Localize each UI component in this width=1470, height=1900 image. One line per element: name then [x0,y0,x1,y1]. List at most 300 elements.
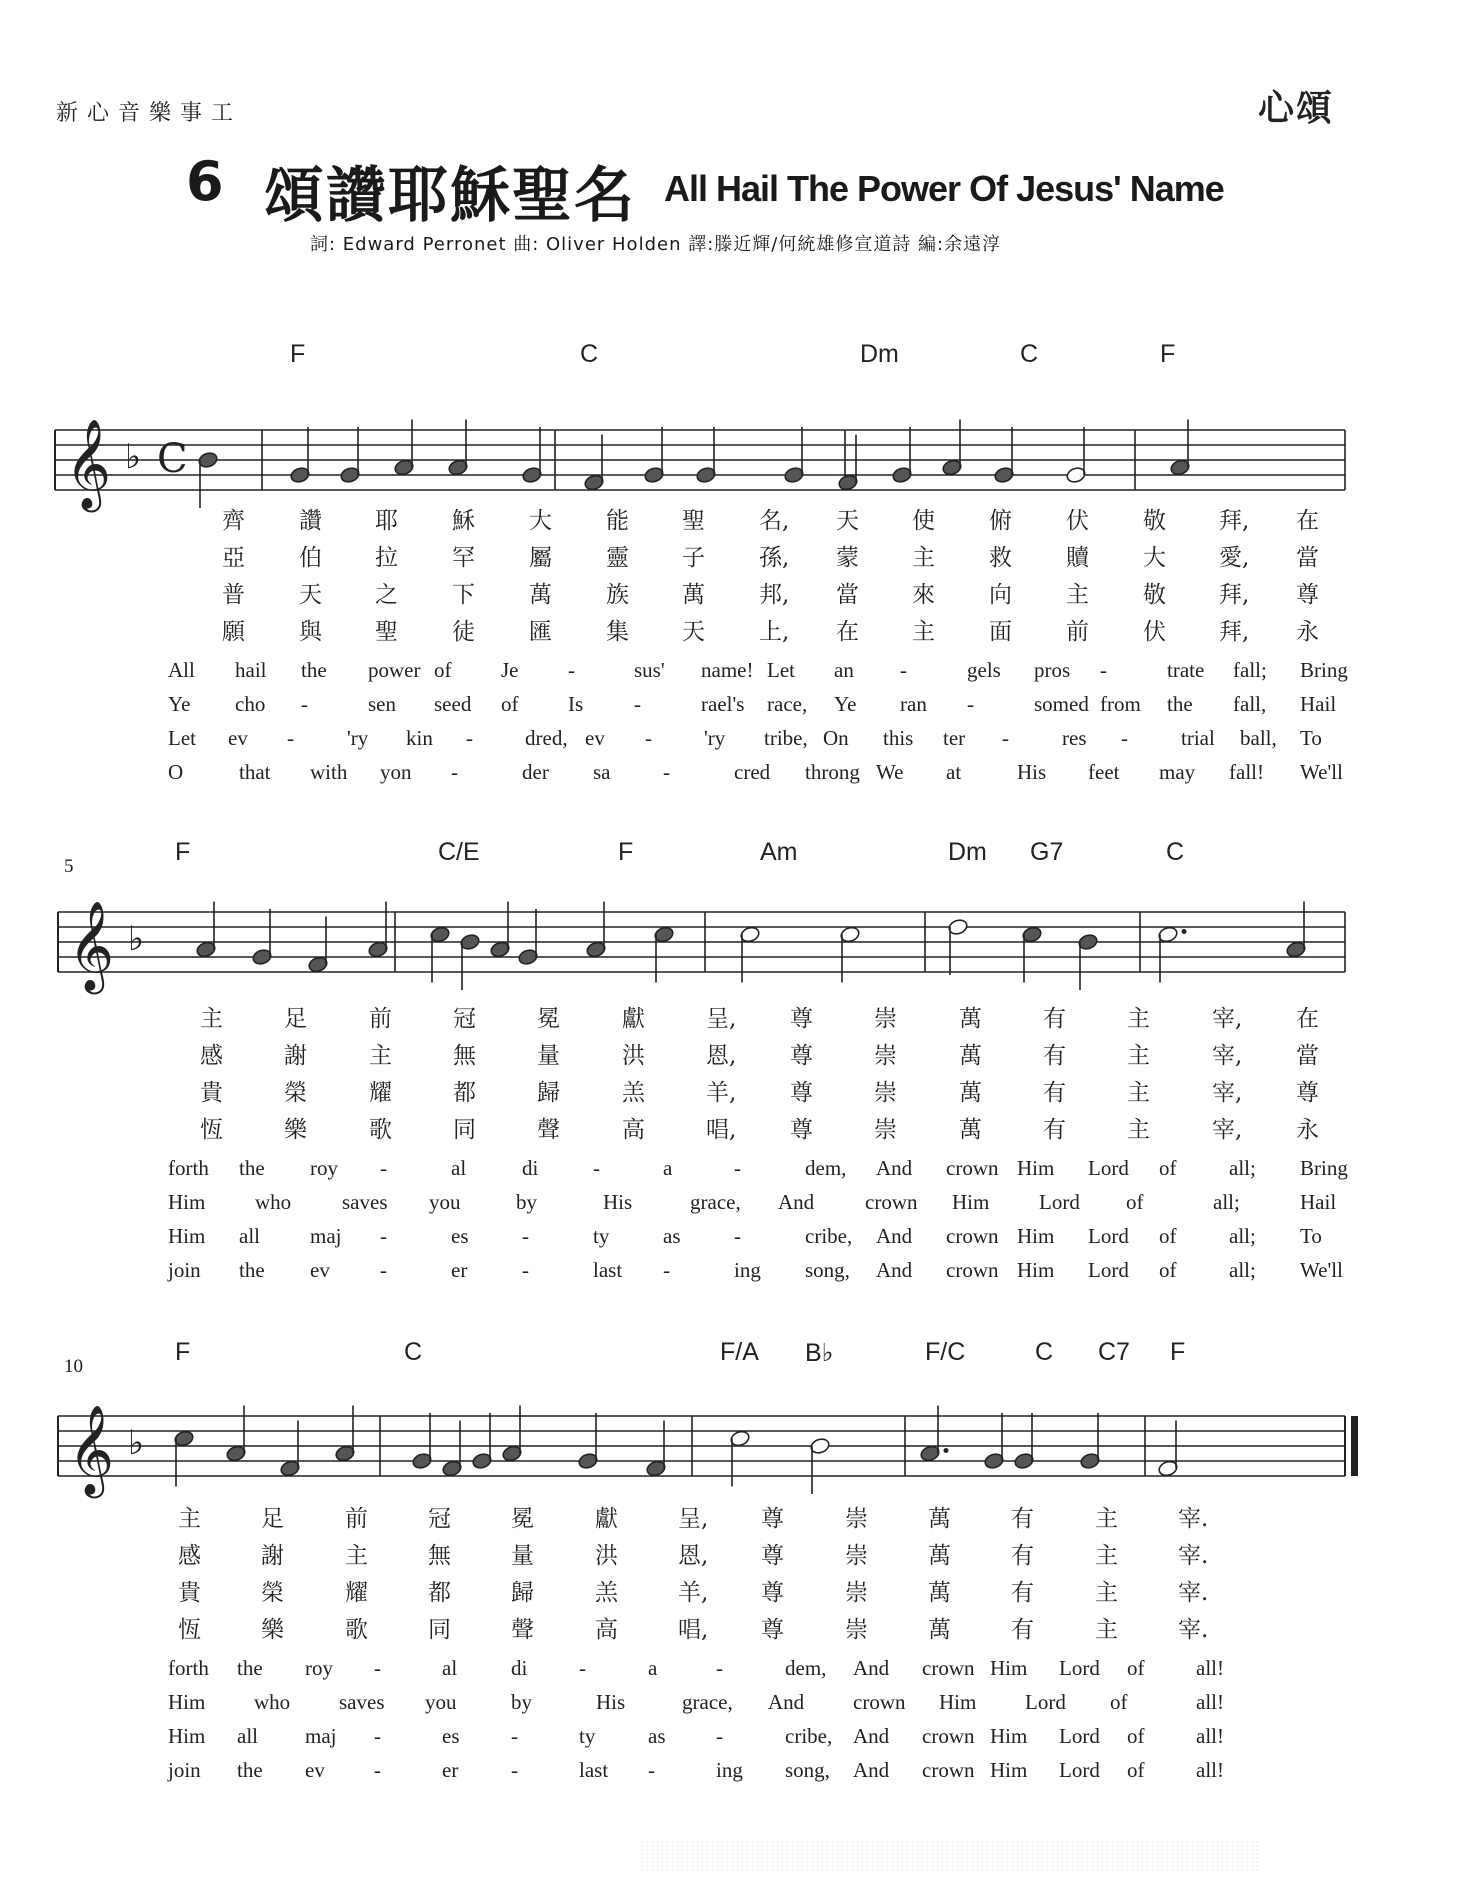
lyric-en-verse-3: - [522,1224,529,1248]
lyric-zh-verse-2: 恩, [706,1043,737,1069]
lyric-zh-verse-1: 萬 [959,1006,982,1032]
lyric-en-verse-3: Lord [1088,1224,1129,1248]
note [783,427,804,484]
lyric-en-verse-2: crown [865,1190,918,1214]
lyric-zh-verse-1: 天 [836,508,859,534]
note [289,427,310,484]
lyric-zh-verse-2: 無 [453,1043,476,1069]
lyric-zh-verse-3: 向 [989,582,1012,608]
note [334,1406,355,1463]
lyric-zh-verse-4: 集 [606,619,629,645]
lyric-zh-verse-4: 主 [912,619,935,645]
lyric-zh-verse-2: 當 [1296,545,1319,571]
lyric-en-verse-4: er [451,1258,468,1282]
lyric-en-verse-1: di [511,1656,528,1680]
chord-symbol: C [1035,1338,1054,1366]
lyric-zh-verse-3: 拜, [1219,582,1250,608]
lyric-en-verse-3: To [1300,726,1322,750]
lyric-en-verse-1: al [451,1156,467,1180]
lyric-zh-verse-4: 恆 [200,1117,223,1143]
lyric-zh-verse-2: 量 [511,1543,534,1569]
note [1157,1421,1178,1478]
lyric-zh-verse-1: 冕 [537,1006,560,1032]
lyric-zh-verse-2: 崇 [845,1543,868,1569]
measure-number: 10 [64,1356,83,1377]
lyric-en-verse-4: Lord [1088,1258,1129,1282]
lyric-en-verse-2: And [778,1190,815,1214]
lyric-en-verse-3: of [1127,1724,1145,1748]
lyric-zh-verse-1: 拜, [1219,508,1250,534]
lyric-zh-verse-1: 尊 [761,1506,784,1532]
lyric-en-verse-1: Let [767,658,795,682]
note [441,1421,462,1478]
lyric-zh-verse-1: 主 [200,1006,223,1032]
lyric-en-verse-2: Him [952,1190,990,1214]
lyric-en-verse-2: - [634,692,641,716]
time-signature-icon: C [157,436,188,482]
lyric-en-verse-4: at [946,760,962,784]
lyric-en-verse-3: Him [168,1224,206,1248]
lyric-zh-verse-4: 有 [1043,1117,1066,1143]
lyric-zh-verse-1: 聖 [682,508,705,534]
lyric-en-verse-1: - [716,1656,723,1680]
lyric-en-verse-4: We'll [1300,760,1343,784]
lyric-en-verse-2: sen [368,692,396,716]
lyric-zh-verse-4: 上, [759,619,790,645]
lyric-zh-verse-1: 穌 [452,508,475,534]
lyric-zh-verse-4: 唱, [706,1117,737,1143]
lyric-zh-verse-3: 萬 [959,1080,982,1106]
lyric-en-verse-4: of [1127,1758,1145,1782]
lyric-zh-verse-2: 有 [1011,1543,1034,1569]
chord-symbol: Dm [948,838,987,866]
lyric-zh-verse-2: 恩, [678,1543,709,1569]
lyric-zh-verse-4: 聲 [511,1617,534,1643]
lyric-zh-verse-2: 主 [1095,1543,1118,1569]
lyric-zh-verse-3: 主 [1127,1080,1150,1106]
lyric-en-verse-2: - [967,692,974,716]
lyric-en-verse-3: ball, [1240,726,1277,750]
lyric-zh-verse-1: 獻 [595,1506,618,1532]
lyric-en-verse-4: Him [990,1758,1028,1782]
lyric-zh-verse-2: 主 [1127,1043,1150,1069]
lyric-zh-verse-1: 俯 [989,508,1012,534]
chord-symbol: C7 [1098,1338,1130,1366]
chord-symbol: B♭ [805,1339,834,1367]
lyric-zh-verse-2: 愛, [1219,545,1250,571]
lyric-en-verse-3: all [237,1724,258,1748]
note [729,1429,750,1486]
lyric-en-verse-4: cred [734,760,771,784]
lyric-zh-verse-3: 耀 [369,1080,392,1106]
lyric-en-verse-1: all! [1196,1656,1224,1680]
lyric-en-verse-4: that [239,760,271,784]
lyric-en-verse-3: - [466,726,473,750]
lyric-en-verse-4: We'll [1300,1258,1343,1282]
note [643,427,664,484]
note [251,909,272,966]
lyric-zh-verse-3: 榮 [261,1580,284,1606]
lyric-en-verse-2: - [301,692,308,716]
note [307,917,328,974]
lyric-en-verse-2: somed [1034,692,1089,716]
lyric-en-verse-4: join [168,1758,201,1782]
lyric-en-verse-4: throng [805,760,860,784]
lyric-en-verse-2: Ye [168,692,191,716]
lyric-zh-verse-2: 尊 [790,1043,813,1069]
lyric-zh-verse-3: 尊 [761,1580,784,1606]
lyric-en-verse-1: the [301,658,327,682]
lyric-en-verse-1: dem, [785,1656,827,1680]
chord-symbol: Am [760,838,798,866]
lyric-zh-verse-1: 有 [1043,1006,1066,1032]
lyric-en-verse-1: crown [922,1656,975,1680]
lyric-zh-verse-4: 匯 [529,619,552,645]
lyric-en-verse-1: forth [168,1656,209,1680]
chord-symbol: C [1166,838,1185,866]
lyric-zh-verse-1: 宰, [1212,1006,1243,1032]
staff [0,1386,1470,1546]
lyric-en-verse-1: Him [990,1656,1028,1680]
chord-symbol: F [290,340,306,368]
lyric-en-verse-1: sus' [634,658,665,682]
lyric-en-verse-4: der [522,760,549,784]
lyric-zh-verse-1: 在 [1296,1006,1319,1032]
chord-symbol: Dm [860,340,899,368]
lyric-zh-verse-4: 樂 [284,1117,307,1143]
lyric-zh-verse-2: 宰. [1178,1543,1209,1569]
lyric-en-verse-1: Bring [1300,1156,1348,1180]
lyric-zh-verse-1: 耶 [375,508,398,534]
lyric-en-verse-3: To [1300,1224,1322,1248]
lyric-zh-verse-3: 主 [1095,1580,1118,1606]
lyric-en-verse-2: Him [168,1690,206,1714]
lyric-zh-verse-4: 宰, [1212,1117,1243,1143]
lyric-zh-verse-3: 下 [452,582,475,608]
lyric-zh-verse-2: 有 [1043,1043,1066,1069]
lyric-zh-verse-3: 主 [1066,582,1089,608]
lyric-en-verse-1: a [648,1656,658,1680]
lyric-en-verse-1: crown [946,1156,999,1180]
lyric-en-verse-1: Lord [1059,1656,1100,1680]
lyric-en-verse-3: On [823,726,849,750]
lyric-zh-verse-2: 靈 [606,545,629,571]
lyric-en-verse-3: dred, [525,726,568,750]
lyric-en-verse-1: roy [310,1156,338,1180]
lyric-zh-verse-1: 大 [529,508,552,534]
note [279,1421,300,1478]
lyric-en-verse-2: Ye [834,692,857,716]
lyric-zh-verse-3: 歸 [511,1580,534,1606]
publisher: 新心音樂事工 [56,101,243,126]
lyric-en-verse-4: may [1159,760,1196,784]
lyric-en-verse-3: - [511,1724,518,1748]
lyric-zh-verse-4: 前 [1066,619,1089,645]
lyric-zh-verse-1: 名, [759,508,790,534]
lyric-zh-verse-3: 羔 [595,1580,618,1606]
lyric-zh-verse-2: 謝 [261,1543,284,1569]
lyric-zh-verse-4: 歌 [345,1617,368,1643]
lyric-en-verse-2: of [1110,1690,1128,1714]
lyric-en-verse-3: Let [168,726,196,750]
lyric-zh-verse-2: 萬 [928,1543,951,1569]
note [471,1413,492,1470]
lyric-en-verse-3: Lord [1059,1724,1100,1748]
lyric-en-verse-4: last [579,1758,609,1782]
chord-symbol: C/E [438,838,480,866]
lyric-zh-verse-3: 族 [606,582,629,608]
lyric-en-verse-2: saves [342,1190,388,1214]
lyric-en-verse-4: fall! [1229,760,1264,784]
lyric-zh-verse-4: 宰. [1178,1617,1209,1643]
lyric-en-verse-2: rael's [701,692,745,716]
note [993,427,1014,484]
key-flat-icon: ♭ [128,1423,145,1463]
lyric-zh-verse-3: 崇 [845,1580,868,1606]
lyric-en-verse-1: roy [305,1656,333,1680]
lyric-zh-verse-3: 敬 [1143,582,1166,608]
lyric-zh-verse-2: 量 [537,1043,560,1069]
lyric-zh-verse-3: 之 [375,582,398,608]
lyric-zh-verse-3: 天 [299,582,322,608]
note [941,420,962,477]
lyric-en-verse-1: - [593,1156,600,1180]
lyric-zh-verse-1: 主 [178,1506,201,1532]
lyric-en-verse-1: Him [1017,1156,1055,1180]
note [645,1421,666,1478]
lyric-en-verse-4: crown [946,1258,999,1282]
lyric-en-verse-4: the [239,1258,265,1282]
lyric-en-verse-3: - [716,1724,723,1748]
lyric-en-verse-4: - [511,1758,518,1782]
lyric-zh-verse-3: 尊 [790,1080,813,1106]
lyric-zh-verse-3: 耀 [345,1580,368,1606]
lyric-en-verse-1: hail [235,658,267,682]
lyric-zh-verse-4: 主 [1127,1117,1150,1143]
lyric-zh-verse-3: 羔 [622,1080,645,1106]
lyric-zh-verse-4: 拜, [1219,619,1250,645]
lyric-en-verse-1: pros [1034,658,1071,682]
note [367,902,388,959]
lyric-en-verse-4: Him [1017,1258,1055,1282]
note [585,902,606,959]
note [1079,1413,1100,1470]
chord-symbol: F/A [720,1338,759,1366]
lyric-en-verse-4: - [663,760,670,784]
lyric-zh-verse-1: 主 [1127,1006,1150,1032]
lyric-en-verse-3: trial [1181,726,1215,750]
lyric-en-verse-3: all; [1229,1224,1256,1248]
lyric-en-verse-2: you [425,1690,457,1714]
lyric-en-verse-2: saves [339,1690,385,1714]
lyric-zh-verse-2: 主 [912,545,935,571]
lyric-en-verse-2: you [429,1190,461,1214]
lyric-zh-verse-4: 恆 [178,1617,201,1643]
lyric-en-verse-2: by [511,1690,532,1714]
treble-clef-icon: 𝄞 [68,1405,115,1495]
lyric-en-verse-4: And [876,1258,913,1282]
lyric-en-verse-2: Lord [1025,1690,1066,1714]
lyric-en-verse-2: His [596,1690,626,1714]
lyric-zh-verse-1: 主 [1095,1506,1118,1532]
lyric-en-verse-4: O [168,760,184,784]
note [1169,420,1190,477]
lyric-en-verse-2: Hail [1300,692,1337,716]
lyric-en-verse-3: this [883,726,914,750]
lyric-en-verse-2: Lord [1039,1190,1080,1214]
lyric-en-verse-4: - [374,1758,381,1782]
lyric-en-verse-4: sa [593,760,611,784]
lyric-en-verse-3: ev [585,726,605,750]
lyric-en-verse-4: with [310,760,348,784]
lyric-zh-verse-3: 萬 [682,582,705,608]
lyric-en-verse-1: fall; [1233,658,1267,682]
lyric-en-verse-3: - [380,1224,387,1248]
staff [0,400,1470,560]
lyric-en-verse-2: from [1100,692,1141,716]
lyric-zh-verse-1: 宰. [1178,1506,1209,1532]
note [1065,427,1086,484]
key-flat-icon: ♭ [125,437,142,477]
lyric-zh-verse-1: 能 [606,508,629,534]
lyric-en-verse-2: seed [434,692,472,716]
lyric-en-verse-3: ty [593,1224,610,1248]
lyric-en-verse-3: as [648,1724,666,1748]
lyric-en-verse-3: es [451,1224,469,1248]
lyric-zh-verse-2: 尊 [761,1543,784,1569]
lyric-zh-verse-4: 萬 [959,1117,982,1143]
lyric-en-verse-4: all; [1229,1258,1256,1282]
lyric-en-verse-3: cribe, [805,1224,853,1248]
lyric-zh-verse-4: 聲 [537,1117,560,1143]
lyric-en-verse-2: who [254,1690,291,1714]
lyric-en-verse-4: crown [922,1758,975,1782]
lyric-en-verse-1: trate [1167,658,1205,682]
lyric-en-verse-1: the [239,1156,265,1180]
lyric-en-verse-1: Bring [1300,658,1348,682]
note [577,1413,598,1470]
lyric-en-verse-2: His [603,1190,633,1214]
lyric-zh-verse-2: 贖 [1066,545,1089,571]
lyric-en-verse-4: ing [716,1758,743,1782]
lyric-en-verse-3: Him [1017,1224,1055,1248]
lyric-en-verse-4: yon [380,760,412,784]
chord-symbol: G7 [1030,838,1064,866]
lyric-zh-verse-4: 尊 [790,1117,813,1143]
note [411,1413,432,1470]
lyric-en-verse-1: - [900,658,907,682]
lyric-zh-verse-1: 足 [261,1506,284,1532]
lyric-zh-verse-2: 救 [989,545,1012,571]
note [197,451,218,508]
lyric-en-verse-3: es [442,1724,460,1748]
note [839,925,860,982]
lyric-zh-verse-4: 同 [428,1617,451,1643]
brand-logo: 心頌 [1258,87,1335,129]
lyric-en-verse-2: fall, [1233,692,1267,716]
lyric-zh-verse-1: 冠 [428,1506,451,1532]
lyric-en-verse-4: ev [310,1258,330,1282]
lyric-zh-verse-2: 洪 [595,1543,618,1569]
note [393,420,414,477]
lyric-en-verse-3: - [645,726,652,750]
lyric-zh-verse-2: 感 [178,1543,201,1569]
note [195,902,216,959]
lyric-en-verse-3: kin [406,726,433,750]
lyric-zh-verse-4: 歌 [369,1117,392,1143]
lyric-en-verse-1: And [853,1656,890,1680]
lyric-en-verse-4: We [876,760,904,784]
lyric-zh-verse-2: 宰, [1212,1043,1243,1069]
lyric-zh-verse-3: 羊, [678,1580,709,1606]
lyric-zh-verse-3: 萬 [529,582,552,608]
key-flat-icon: ♭ [128,919,145,959]
chord-symbol: F [618,838,634,866]
lyric-zh-verse-4: 高 [595,1617,618,1643]
lyric-en-verse-4: of [1159,1258,1177,1282]
lyric-zh-verse-2: 感 [200,1043,223,1069]
treble-clef-icon: 𝄞 [68,901,115,991]
note [521,427,542,484]
lyric-zh-verse-4: 同 [453,1117,476,1143]
lyric-en-verse-1: - [579,1656,586,1680]
lyric-zh-verse-4: 主 [1095,1617,1118,1643]
lyric-zh-verse-4: 崇 [874,1117,897,1143]
lyric-en-verse-4: the [237,1758,263,1782]
lyric-en-verse-3: ty [579,1724,596,1748]
lyric-en-verse-1: forth [168,1156,209,1180]
lyric-en-verse-3: as [663,1224,681,1248]
treble-clef-icon: 𝄞 [65,419,112,509]
note [339,427,360,484]
lyric-en-verse-2: of [501,692,519,716]
lyric-zh-verse-1: 冠 [453,1006,476,1032]
lyric-en-verse-1: an [834,658,854,682]
lyric-zh-verse-3: 貴 [178,1580,201,1606]
lyric-zh-verse-1: 前 [345,1506,368,1532]
lyric-zh-verse-2: 主 [369,1043,392,1069]
chord-symbol: F [175,1338,191,1366]
lyric-zh-verse-4: 唱, [678,1617,709,1643]
lyric-zh-verse-4: 萬 [928,1617,951,1643]
lyric-en-verse-2: Is [568,692,584,716]
note [891,427,912,484]
title-row [186,140,1286,231]
lyric-zh-verse-1: 齊 [222,508,245,534]
lyric-zh-verse-2: 萬 [959,1043,982,1069]
lyric-en-verse-3: - [1002,726,1009,750]
note [429,925,450,982]
lyric-en-verse-4: - [648,1758,655,1782]
lyric-en-verse-1: Lord [1088,1156,1129,1180]
note [947,918,968,975]
lyric-zh-verse-1: 敬 [1143,508,1166,534]
lyric-en-verse-3: And [853,1724,890,1748]
lyric-en-verse-3: ev [228,726,248,750]
lyric-zh-verse-2: 洪 [622,1043,645,1069]
lyric-zh-verse-1: 在 [1296,508,1319,534]
lyric-zh-verse-2: 無 [428,1543,451,1569]
note [653,925,674,982]
note [1021,925,1042,982]
lyric-zh-verse-4: 面 [989,619,1012,645]
lyric-en-verse-4: His [1017,760,1047,784]
lyric-en-verse-3: cribe, [785,1724,833,1748]
lyric-zh-verse-1: 崇 [845,1506,868,1532]
lyric-en-verse-1: al [442,1656,458,1680]
lyric-en-verse-3: Him [990,1724,1028,1748]
lyric-zh-verse-1: 獻 [622,1006,645,1032]
